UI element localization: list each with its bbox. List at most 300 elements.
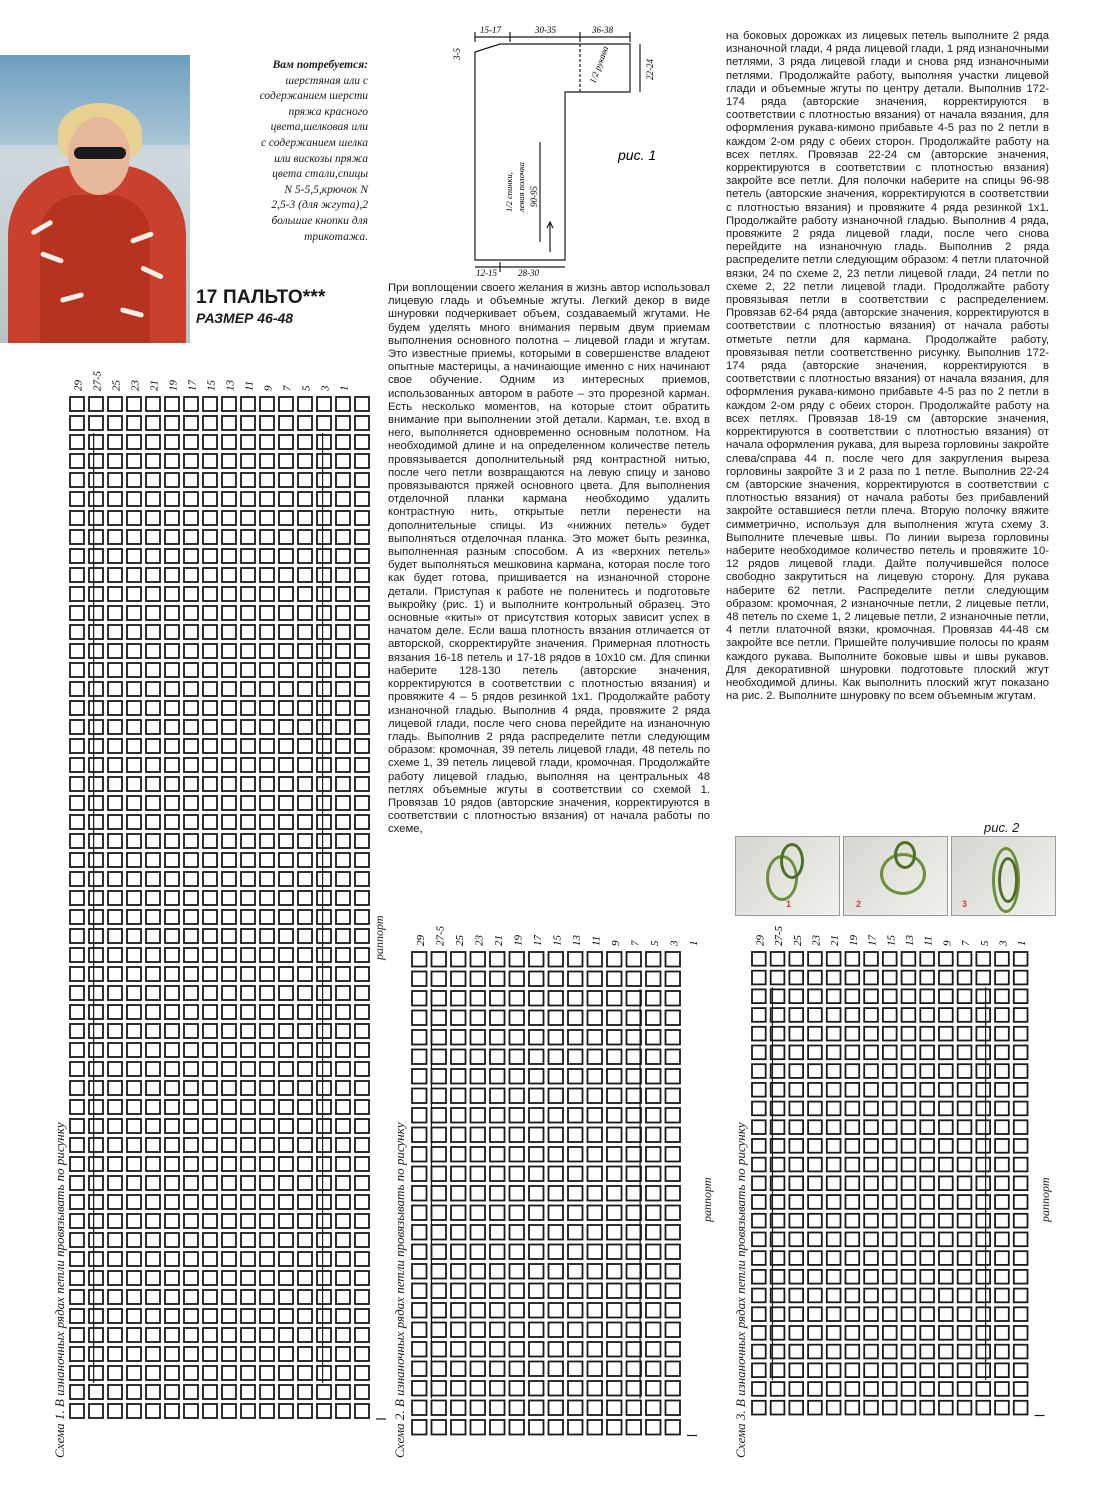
chart-stitch-cell <box>451 1225 466 1240</box>
chart-stitch-cell <box>317 910 331 924</box>
chart-stitch-cell <box>789 1139 803 1153</box>
chart-stitch-cell <box>317 777 331 791</box>
chart-stitch-cell <box>529 1323 544 1338</box>
chart-stitch-cell <box>336 910 350 924</box>
chart-stitch-cell <box>279 853 293 867</box>
chart-stitch-cell <box>146 1100 160 1114</box>
chart-stitch-cell <box>165 511 179 525</box>
chart-stitch-cell <box>260 1347 274 1361</box>
chart-stitch-cell <box>827 952 841 966</box>
chart-stitch-cell <box>165 416 179 430</box>
chart-stitch-cell <box>222 929 236 943</box>
chart-stitch-cell <box>1014 1363 1028 1377</box>
chart-stitch-cell <box>146 1005 160 1019</box>
chart-stitch-cell <box>752 1401 766 1415</box>
chart-stitch-cell <box>920 1270 934 1284</box>
chart-stitch-cell <box>920 1046 934 1060</box>
chart-stitch-cell <box>317 1366 331 1380</box>
chart-stitch-cell <box>471 1069 486 1084</box>
chart-stitch-cell <box>549 1089 564 1104</box>
chart-stitch-cell <box>70 796 84 810</box>
chart-stitch-cell <box>165 568 179 582</box>
chart-stitch-cell <box>336 606 350 620</box>
chart-stitch-cell <box>203 1043 217 1057</box>
chart-stitch-cell <box>184 815 198 829</box>
chart-stitch-cell <box>588 972 603 987</box>
chart-stitch-cell <box>222 1404 236 1418</box>
chart-stitch-cell <box>958 1176 972 1190</box>
chart-stitch-cell <box>336 834 350 848</box>
chart-stitch-cell <box>864 1083 878 1097</box>
chart-stitch-cell <box>298 986 312 1000</box>
chart-stitch-cell <box>203 1195 217 1209</box>
chart-stitch-cell <box>127 1404 141 1418</box>
chart-stitch-cell <box>451 1401 466 1416</box>
chart-stitch-cell <box>549 1128 564 1143</box>
chart-stitch-cell <box>70 910 84 924</box>
chart-3-rapport: раппорт <box>1038 1177 1052 1222</box>
chart-stitch-cell <box>241 1404 255 1418</box>
chart-stitch-cell <box>958 1064 972 1078</box>
chart-stitch-cell <box>184 739 198 753</box>
chart-stitch-cell <box>432 1128 447 1143</box>
chart-stitch-cell <box>146 454 160 468</box>
chart-stitch-cell <box>184 967 198 981</box>
chart-stitch-cell <box>355 473 369 487</box>
chart-stitch-cell <box>958 952 972 966</box>
chart-stitch-cell <box>529 1069 544 1084</box>
chart-stitch-cell <box>108 948 122 962</box>
chart-stitch-cell <box>260 1309 274 1323</box>
chart-stitch-cell <box>298 1271 312 1285</box>
chart-stitch-cell <box>317 416 331 430</box>
chart-stitch-cell <box>279 511 293 525</box>
chart-stitch-cell <box>222 1366 236 1380</box>
chart-stitch-cell <box>203 530 217 544</box>
chart-stitch-cell <box>108 891 122 905</box>
chart-stitch-cell <box>241 492 255 506</box>
chart-stitch-cell <box>203 473 217 487</box>
chart-stitch-cell <box>89 1385 103 1399</box>
chart-stitch-cell <box>355 1347 369 1361</box>
chart-stitch-cell <box>184 1100 198 1114</box>
chart-stitch-cell <box>70 1233 84 1247</box>
chart-stitch-cell <box>549 1420 564 1435</box>
chart-stitch-cell <box>627 1089 642 1104</box>
step-photo <box>951 836 1056 916</box>
chart-stitch-cell <box>432 1050 447 1065</box>
chart-stitch-cell <box>976 1102 990 1116</box>
chart-stitch-cell <box>184 872 198 886</box>
chart-stitch-cell <box>336 1404 350 1418</box>
chart-stitch-cell <box>298 929 312 943</box>
chart-stitch-cell <box>846 1120 860 1134</box>
chart-stitch-cell <box>317 644 331 658</box>
chart-stitch-cell <box>203 1005 217 1019</box>
chart-stitch-cell <box>510 1245 525 1260</box>
chart-stitch-cell <box>607 1342 622 1357</box>
chart-stitch-cell <box>666 1245 681 1260</box>
chart-stitch-cell <box>127 435 141 449</box>
chart-stitch-cell <box>336 663 350 677</box>
chart-stitch-cell <box>789 1195 803 1209</box>
chart-stitch-cell <box>260 1005 274 1019</box>
chart-stitch-cell <box>127 758 141 772</box>
chart-stitch-cell <box>451 1420 466 1435</box>
chart-stitch-cell <box>568 952 583 967</box>
chart-stitch-cell <box>920 1139 934 1153</box>
chart-stitch-cell <box>203 1385 217 1399</box>
chart-stitch-cell <box>607 1225 622 1240</box>
chart-stitch-cell <box>827 1382 841 1396</box>
chart-stitch-cell <box>1014 1401 1028 1415</box>
chart-stitch-cell <box>902 1233 916 1247</box>
chart-stitch-cell <box>883 1102 897 1116</box>
chart-stitch-cell <box>549 1401 564 1416</box>
chart-stitch-cell <box>336 1119 350 1133</box>
chart-stitch-cell <box>412 952 427 967</box>
chart-stitch-cell <box>1014 1139 1028 1153</box>
chart-stitch-cell <box>995 1027 1009 1041</box>
chart-stitch-cell <box>432 1069 447 1084</box>
chart-stitch-cell <box>646 1381 661 1396</box>
chart-stitch-cell <box>666 1050 681 1065</box>
chart-stitch-cell <box>70 1081 84 1095</box>
chart-stitch-cell <box>510 1264 525 1279</box>
chart-stitch-cell <box>70 853 84 867</box>
chart-stitch-cell <box>203 549 217 563</box>
chart-stitch-cell <box>260 568 274 582</box>
chart-stitch-cell <box>827 1083 841 1097</box>
chart-stitch-cell <box>976 1307 990 1321</box>
chart-stitch-cell <box>752 1176 766 1190</box>
chart-stitch-cell <box>241 1138 255 1152</box>
chart-stitch-cell <box>646 1186 661 1201</box>
chart-stitch-cell <box>165 644 179 658</box>
chart-stitch-cell <box>789 1233 803 1247</box>
chart-stitch-cell <box>203 606 217 620</box>
chart-stitch-cell <box>627 1381 642 1396</box>
chart-stitch-cell <box>568 1342 583 1357</box>
chart-stitch-cell <box>336 1024 350 1038</box>
chart-stitch-cell <box>127 511 141 525</box>
chart-stitch-cell <box>529 1206 544 1221</box>
chart-stitch-cell <box>146 511 160 525</box>
chart-stitch-cell <box>920 1363 934 1377</box>
chart-stitch-cell <box>165 397 179 411</box>
chart-stitch-cell <box>471 1167 486 1182</box>
chart-stitch-cell <box>883 1233 897 1247</box>
chart-stitch-cell <box>279 663 293 677</box>
chart-stitch-cell <box>471 1030 486 1045</box>
chart-stitch-cell <box>902 989 916 1003</box>
chart-stitch-cell <box>108 606 122 620</box>
chart-stitch-cell <box>355 1328 369 1342</box>
chart-col-label: 29 <box>72 380 85 391</box>
chart-stitch-cell <box>70 891 84 905</box>
chart-stitch-cell <box>808 1027 822 1041</box>
chart-stitch-cell <box>864 1307 878 1321</box>
chart-stitch-cell <box>568 1030 583 1045</box>
chart-stitch-cell <box>355 397 369 411</box>
chart-stitch-cell <box>568 1108 583 1123</box>
chart-stitch-cell <box>89 416 103 430</box>
chart-col-label: 21 <box>829 935 842 946</box>
chart-stitch-cell <box>89 1347 103 1361</box>
chart-stitch-cell <box>241 606 255 620</box>
chart-stitch-cell <box>883 1195 897 1209</box>
chart-stitch-cell <box>127 530 141 544</box>
chart-stitch-cell <box>883 1008 897 1022</box>
step-number: 1 <box>786 899 792 909</box>
chart-stitch-cell <box>336 644 350 658</box>
instructions-paragraph: При воплощении своего желания в жизнь автор использовал лицевую гладь и объемные жгуты. Легкий декор в виде шнуровки подчеркивает объем, создаваемый жгутами. Не будем уделять много внимания первым двум приемам выполнения основного полотна – лицевой глади и жгутам. Это известные приемы, которыми в совершенстве владеют опытные мастерицы, а начинающие именно с них начинают свое обучение. Одним из интересных приемов, использованных автором в работе – это прорезной карман. Есть несколько моментов, на которые стоит обратить внимание при выполнении этой детали. Карман, т.е. вход в него, выполняется одновременно основным полотном. На необходимой длине и на определенном количестве петель провязывается дополнительный ряд контрастной нитью, после чего петли возвращаются на левую спицу и заново провязываются пряжей основного цвета. Для выполнения отделочной планки кармана необходимо удалить контрастную нить, открытые петли перенести на дополнительные спицы. Из «нижних петель» будет выполняться отделочная планка. Это может быть резинка, выполненная разным способом. А из «верхних петель» будет выполняться мешковина кармана, которая после того как будет готова, пришивается на изнаночной стороне детали. Приступая к работе не поленитесь и подготовьте выкройку (рис. 1) и выполните контрольный образец. Это основные «киты» от присутствия которых зависит успех в начатом деле. Если ваша плотность вязания отличается от авторской, скорректируйте значения. Примерная плотность вязания 16-18 петель и 17-18 рядов в 10х10 см. Для спинки наберите 128-130 петель (авторские значения, корректируются в соответствии с плотностью вязания) и провяжите 4 – 5 рядов резинкой 1х1. Продолжайте работу изнаночной гладью. Выполнив 4 ряда, провяжите 2 ряда лицевой глади, после чего снова перейдите на изнаночную гладь. Выполнив 2 ряда распределите петли следующим образом: кромочная, 39 петель лицевой глади, 48 петель по схеме 1, 39 петель лицевой глади, кромочная. Продолжайте работу лицевой гладью, выполняя на центральных 48 петлях объемные жгуты в соответствии со схемой 1. Провязав 10 рядов (авторские значения, корректируются в соответствии с плотностью вязания) от начала работы по схеме, <box>388 282 710 836</box>
chart-stitch-cell <box>846 1176 860 1190</box>
chart-stitch-cell <box>666 952 681 967</box>
chart-stitch-cell <box>883 1139 897 1153</box>
chart-stitch-cell <box>827 1102 841 1116</box>
chart-stitch-cell <box>607 1089 622 1104</box>
chart-stitch-cell <box>336 929 350 943</box>
chart-stitch-cell <box>627 1284 642 1299</box>
chart-stitch-cell <box>89 1138 103 1152</box>
chart-stitch-cell <box>1014 1008 1028 1022</box>
chart-stitch-cell <box>976 1158 990 1172</box>
chart-stitch-cell <box>336 397 350 411</box>
chart-stitch-cell <box>165 625 179 639</box>
chart-stitch-cell <box>510 1108 525 1123</box>
chart-stitch-cell <box>355 967 369 981</box>
chart-stitch-cell <box>70 435 84 449</box>
chart-stitch-cell <box>165 1347 179 1361</box>
chart-stitch-cell <box>471 1206 486 1221</box>
chart-stitch-cell <box>510 1011 525 1026</box>
chart-stitch-cell <box>146 758 160 772</box>
chart-stitch-cell <box>883 1363 897 1377</box>
chart-stitch-cell <box>89 1100 103 1114</box>
chart-stitch-cell <box>317 587 331 601</box>
chart-stitch-cell <box>529 1342 544 1357</box>
chart-stitch-cell <box>203 891 217 905</box>
body-label-2: левая полочка <box>516 162 526 212</box>
chart-stitch-cell <box>279 1043 293 1057</box>
chart-stitch-cell <box>317 568 331 582</box>
chart-stitch-cell <box>260 492 274 506</box>
chart-stitch-cell <box>976 1270 990 1284</box>
chart-stitch-cell <box>203 701 217 715</box>
chart-stitch-cell <box>827 971 841 985</box>
chart-stitch-cell <box>336 1157 350 1171</box>
chart-stitch-cell <box>127 1005 141 1019</box>
chart-stitch-cell <box>203 834 217 848</box>
chart-stitch-cell <box>298 910 312 924</box>
chart-stitch-cell <box>298 473 312 487</box>
chart-stitch-cell <box>260 1252 274 1266</box>
chart-stitch-cell <box>146 834 160 848</box>
chart-stitch-cell <box>279 834 293 848</box>
chart-stitch-cell <box>789 1027 803 1041</box>
chart-stitch-cell <box>529 1420 544 1435</box>
chart-stitch-cell <box>451 1011 466 1026</box>
chart-stitch-cell <box>317 397 331 411</box>
chart-stitch-cell <box>279 1157 293 1171</box>
chart-stitch-cell <box>549 1108 564 1123</box>
chart-stitch-cell <box>260 1195 274 1209</box>
chart-stitch-cell <box>298 1100 312 1114</box>
chart-col-label: 1 <box>687 940 700 946</box>
chart-col-label: 15 <box>551 935 564 946</box>
instructions-column-a <box>388 282 710 837</box>
chart-stitch-cell <box>298 644 312 658</box>
chart-stitch-cell <box>976 1139 990 1153</box>
dim-bottom-1: 12-15 <box>476 268 497 277</box>
chart-stitch-cell <box>864 1195 878 1209</box>
chart-stitch-cell <box>203 1214 217 1228</box>
chart-stitch-cell <box>646 1206 661 1221</box>
chart-stitch-cell <box>1014 1289 1028 1303</box>
chart-stitch-cell <box>1014 952 1028 966</box>
chart-stitch-cell <box>317 1176 331 1190</box>
chart-stitch-cell <box>108 530 122 544</box>
chart-stitch-cell <box>203 511 217 525</box>
chart-stitch-cell <box>958 1326 972 1340</box>
chart-stitch-cell <box>70 1119 84 1133</box>
chart-stitch-cell <box>490 1147 505 1162</box>
chart-stitch-cell <box>771 1401 785 1415</box>
chart-stitch-cell <box>808 1233 822 1247</box>
chart-stitch-cell <box>920 1401 934 1415</box>
chart-stitch-cell <box>317 606 331 620</box>
chart-stitch-cell <box>222 834 236 848</box>
chart-stitch-cell <box>827 1064 841 1078</box>
chart-stitch-cell <box>89 1062 103 1076</box>
chart-stitch-cell <box>627 1245 642 1260</box>
chart-stitch-cell <box>646 1303 661 1318</box>
chart-stitch-cell <box>165 606 179 620</box>
chart-stitch-cell <box>146 1385 160 1399</box>
chart-stitch-cell <box>203 720 217 734</box>
chart-stitch-cell <box>883 1326 897 1340</box>
chart-stitch-cell <box>89 701 103 715</box>
chart-stitch-cell <box>222 1043 236 1057</box>
chart-stitch-cell <box>127 663 141 677</box>
chart-stitch-cell <box>883 1345 897 1359</box>
chart-stitch-cell <box>203 967 217 981</box>
chart-stitch-cell <box>165 1119 179 1133</box>
chart-stitch-cell <box>412 1420 427 1435</box>
chart-stitch-cell <box>588 1108 603 1123</box>
chart-stitch-cell <box>451 1030 466 1045</box>
chart-stitch-cell <box>529 991 544 1006</box>
chart-stitch-cell <box>666 1147 681 1162</box>
chart-stitch-cell <box>355 1176 369 1190</box>
chart-stitch-cell <box>666 1362 681 1377</box>
chart-stitch-cell <box>510 1225 525 1240</box>
chart-stitch-cell <box>89 606 103 620</box>
chart-stitch-cell <box>260 796 274 810</box>
chart-stitch-cell <box>666 1303 681 1318</box>
chart-stitch-cell <box>70 644 84 658</box>
chart-stitch-cell <box>490 1401 505 1416</box>
chart-stitch-cell <box>184 1290 198 1304</box>
chart-stitch-cell <box>451 1147 466 1162</box>
chart-stitch-cell <box>108 853 122 867</box>
chart-stitch-cell <box>588 1401 603 1416</box>
chart-stitch-cell <box>317 1157 331 1171</box>
chart-stitch-cell <box>355 948 369 962</box>
chart-stitch-cell <box>279 1252 293 1266</box>
chart-stitch-cell <box>108 454 122 468</box>
chart-stitch-cell <box>184 1024 198 1038</box>
chart-stitch-cell <box>298 1024 312 1038</box>
chart-stitch-cell <box>108 758 122 772</box>
chart-col-label: 9 <box>941 940 954 946</box>
chart-stitch-cell <box>298 1081 312 1095</box>
chart-stitch-cell <box>432 1089 447 1104</box>
chart-stitch-cell <box>279 967 293 981</box>
chart-stitch-cell <box>298 1347 312 1361</box>
chart-stitch-cell <box>127 1081 141 1095</box>
chart-stitch-cell <box>412 1245 427 1260</box>
chart-stitch-cell <box>902 1046 916 1060</box>
chart-stitch-cell <box>279 1271 293 1285</box>
chart-stitch-cell <box>549 1245 564 1260</box>
chart-col-label: 19 <box>167 380 180 391</box>
chart-stitch-cell <box>222 397 236 411</box>
chart-stitch-cell <box>355 1271 369 1285</box>
chart-stitch-cell <box>317 815 331 829</box>
chart-stitch-cell <box>279 606 293 620</box>
chart-stitch-cell <box>432 1303 447 1318</box>
chart-stitch-cell <box>89 1043 103 1057</box>
chart-stitch-cell <box>958 1046 972 1060</box>
chart-stitch-cell <box>70 1100 84 1114</box>
chart-stitch-cell <box>864 952 878 966</box>
chart-stitch-cell <box>298 1176 312 1190</box>
chart-stitch-cell <box>529 1108 544 1123</box>
chart-stitch-cell <box>108 910 122 924</box>
chart-stitch-cell <box>184 549 198 563</box>
chart-stitch-cell <box>939 1345 953 1359</box>
chart-stitch-cell <box>222 568 236 582</box>
chart-stitch-cell <box>883 1120 897 1134</box>
chart-stitch-cell <box>789 1270 803 1284</box>
chart-stitch-cell <box>646 1342 661 1357</box>
chart-stitch-cell <box>846 1046 860 1060</box>
chart-stitch-cell <box>846 1307 860 1321</box>
chart-stitch-cell <box>298 416 312 430</box>
chart-stitch-cell <box>108 397 122 411</box>
chart-stitch-cell <box>864 1233 878 1247</box>
chart-stitch-cell <box>789 1251 803 1265</box>
chart-stitch-cell <box>222 796 236 810</box>
chart-stitch-cell <box>184 682 198 696</box>
chart-stitch-cell <box>995 1046 1009 1060</box>
chart-stitch-cell <box>627 1206 642 1221</box>
chart-stitch-cell <box>317 530 331 544</box>
chart-stitch-cell <box>108 663 122 677</box>
chart-stitch-cell <box>203 853 217 867</box>
chart-stitch-cell <box>920 1251 934 1265</box>
chart-stitch-cell <box>298 1138 312 1152</box>
chart-stitch-cell <box>666 1420 681 1435</box>
chart-stitch-cell <box>222 720 236 734</box>
chart-stitch-cell <box>471 1245 486 1260</box>
chart-stitch-cell <box>241 701 255 715</box>
chart-stitch-cell <box>355 606 369 620</box>
chart-stitch-cell <box>108 1062 122 1076</box>
chart-stitch-cell <box>108 1233 122 1247</box>
